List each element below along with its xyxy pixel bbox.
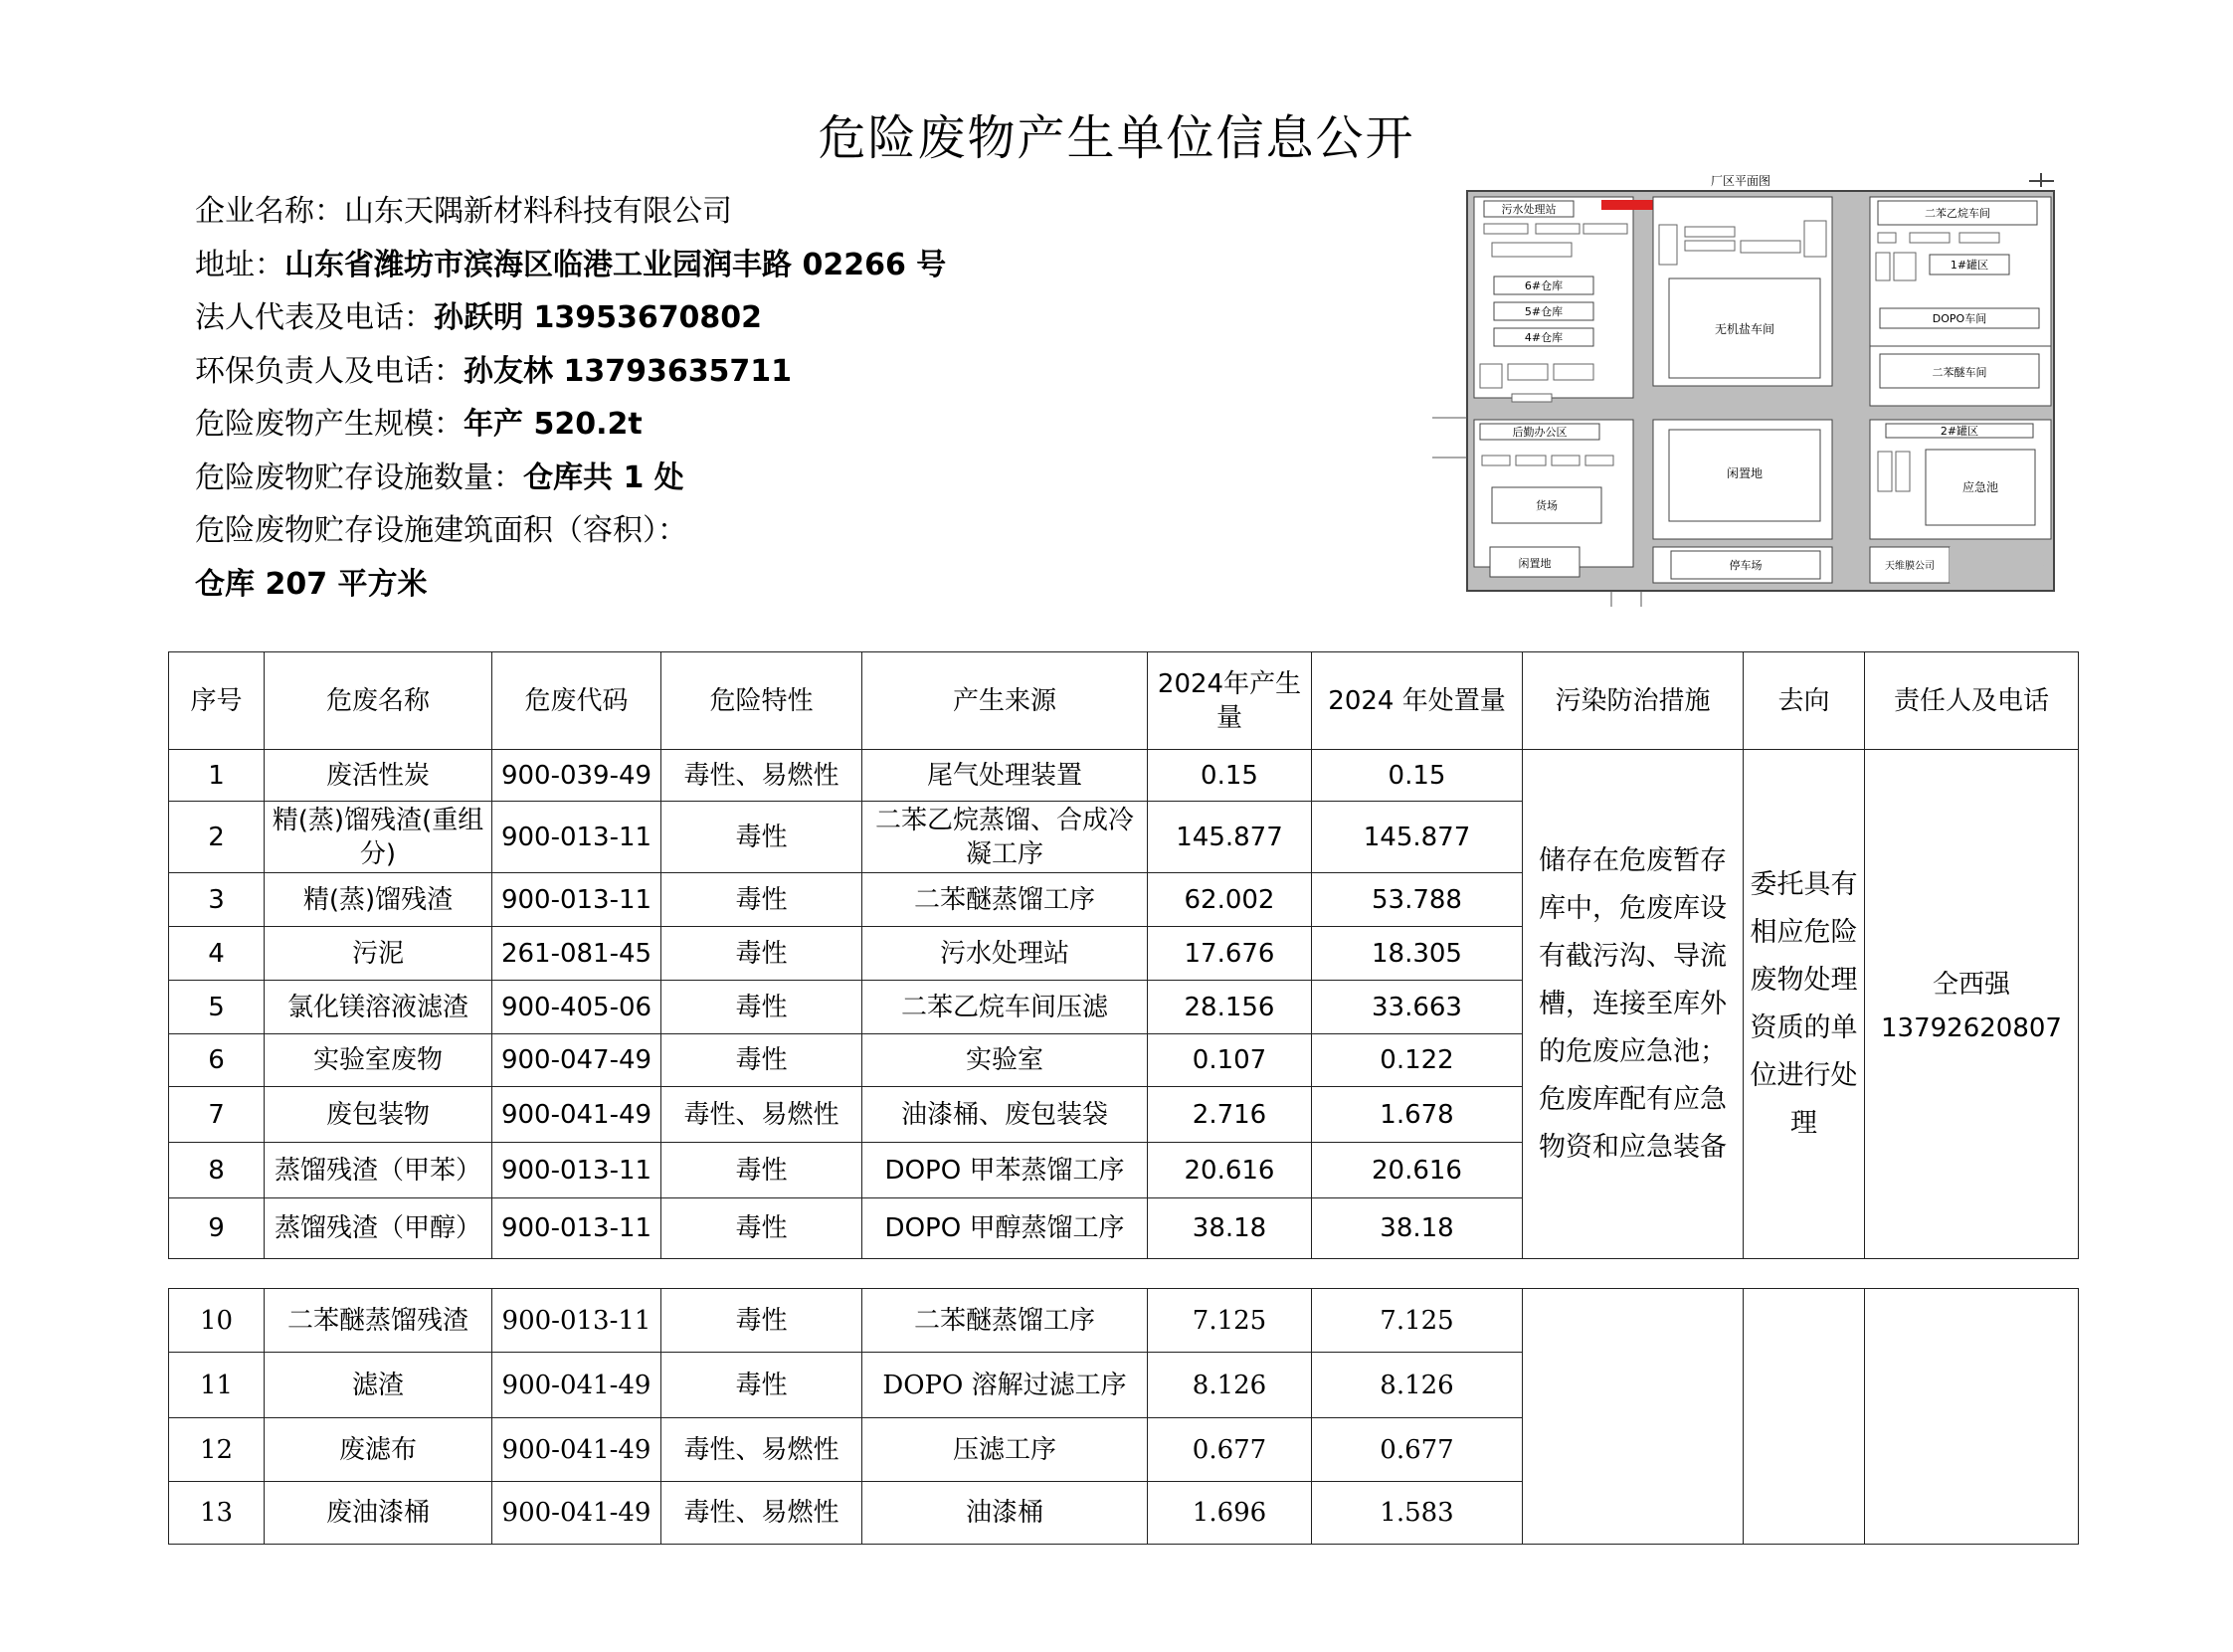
cell-hazard: 毒性、易燃性: [661, 1087, 862, 1143]
scale-label: 危险废物产生规模：: [195, 407, 464, 442]
plan-tianwei-label: 天维膜公司: [1885, 561, 1935, 572]
header-name: 危废名称: [265, 652, 492, 750]
cell-hazard: 毒性、易燃性: [661, 1482, 862, 1545]
cell-hazard: 毒性: [661, 1198, 862, 1259]
cell-hazard: 毒性、易燃性: [661, 750, 862, 802]
cell-contact-empty: [1865, 1289, 2079, 1545]
contact-phone: 13792620807: [1881, 1012, 2062, 1043]
cell-produced: 62.002: [1148, 873, 1312, 927]
plan-parking-label: 停车场: [1729, 559, 1763, 572]
cell-name: 蒸馏残渣（甲苯）: [265, 1143, 492, 1198]
cell-destination: 委托具有相应危险废物处理资质的单位进行处理: [1744, 750, 1865, 1259]
cell-source: 污水处理站: [862, 927, 1148, 981]
cell-source: 尾气处理装置: [862, 750, 1148, 802]
cell-disposed: 18.305: [1312, 927, 1523, 981]
cell-measures-empty: [1523, 1289, 1744, 1545]
cell-disposed: 0.677: [1312, 1418, 1523, 1482]
cell-name: 废包装物: [265, 1087, 492, 1143]
cell-code: 900-047-49: [492, 1034, 661, 1087]
header-contact: 责任人及电话: [1865, 652, 2079, 750]
cell-hazard: 毒性: [661, 1353, 862, 1418]
cell-source: 二苯醚蒸馏工序: [862, 1289, 1148, 1353]
cell-produced: 38.18: [1148, 1198, 1312, 1259]
table-row: [169, 750, 2079, 802]
cell-name: 废活性炭: [265, 750, 492, 802]
header-measures: 污染防治措施: [1523, 652, 1744, 750]
cell-hazard: 毒性: [661, 802, 862, 873]
cell-disposed: 38.18: [1312, 1198, 1523, 1259]
cell-source: 二苯乙烷车间压滤: [862, 981, 1148, 1034]
cell-hazard: 毒性: [661, 1289, 862, 1353]
area-label: 危险废物贮存设施建筑面积（容积）：: [195, 513, 687, 548]
cell-name: 废油漆桶: [265, 1482, 492, 1545]
cell-disposed: 20.616: [1312, 1143, 1523, 1198]
cell-name: 蒸馏残渣（甲醇）: [265, 1198, 492, 1259]
cell-source: 油漆桶、废包装袋: [862, 1087, 1148, 1143]
header-destination: 去向: [1744, 652, 1865, 750]
plan-tank2-label: 2#罐区: [1940, 425, 1979, 438]
hazardous-waste-table-continued: [168, 1288, 2079, 1545]
header-no: 序号: [169, 652, 265, 750]
cell-disposed: 145.877: [1312, 802, 1523, 873]
plan-title: 厂区平面图: [1710, 174, 1771, 188]
cell-source: DOPO 甲苯蒸馏工序: [862, 1143, 1148, 1198]
plan-sewage-label: 污水处理站: [1501, 203, 1557, 216]
cell-disposed: 1.678: [1312, 1087, 1523, 1143]
header-produced: 2024年产生量: [1148, 652, 1312, 750]
legal-rep-value: 孙跃明 13953670802: [434, 300, 763, 335]
plan-dopo-label: DOPO车间: [1932, 312, 1987, 325]
env-contact-line: [195, 345, 1389, 399]
plan-diphenylethane-label: 二苯乙烷车间: [1925, 207, 1990, 220]
plan-wh4-label: 4#仓库: [1524, 331, 1564, 344]
header-hazard: 危险特性: [661, 652, 862, 750]
contact-name: 仝西强: [1932, 969, 2010, 1000]
cell-name: 滤渣: [265, 1353, 492, 1418]
plan-emergency-label: 应急池: [1961, 480, 1999, 494]
cell-hazard: 毒性: [661, 1143, 862, 1198]
cell-source: DOPO 溶解过滤工序: [862, 1353, 1148, 1418]
cell-source: 压滤工序: [862, 1418, 1148, 1482]
cell-no: 2: [169, 802, 265, 873]
cell-measures: 储存在危废暂存库中，危废库设有截污沟、导流槽，连接至库外的危废应急池；危废库配有应急物资和应急装备: [1523, 750, 1744, 1259]
plan-idle2-label: 闲置地: [1518, 557, 1552, 570]
table-header-row: [169, 652, 2079, 750]
cell-no: 11: [169, 1353, 265, 1418]
address-label: 地址：: [195, 247, 284, 282]
cell-code: 900-039-49: [492, 750, 661, 802]
page-title: 危险废物产生单位信息公开: [818, 110, 1415, 166]
area-line: [195, 504, 1389, 558]
env-contact-value: 孙友林 13793635711: [464, 353, 793, 389]
cell-produced: 17.676: [1148, 927, 1312, 981]
cell-hazard: 毒性、易燃性: [661, 1418, 862, 1482]
address-value: 山东省潍坊市滨海区临港工业园润丰路 02266 号: [284, 247, 947, 282]
cell-contact: [1865, 750, 2079, 1259]
cell-no: 10: [169, 1289, 265, 1353]
cell-code: 900-013-11: [492, 1198, 661, 1259]
facility-count-line: [195, 452, 1389, 505]
factory-plan-map: [1432, 169, 2069, 607]
factory-plan: [1432, 169, 2069, 607]
cell-code: 900-041-49: [492, 1087, 661, 1143]
cell-name: 精(蒸)馏残渣: [265, 873, 492, 927]
plan-idle1-label: 闲置地: [1726, 466, 1764, 480]
cell-no: 4: [169, 927, 265, 981]
facility-count-label: 危险废物贮存设施数量：: [195, 459, 523, 495]
cell-produced: 145.877: [1148, 802, 1312, 873]
cell-no: 7: [169, 1087, 265, 1143]
cell-code: 900-013-11: [492, 802, 661, 873]
cell-code: 900-013-11: [492, 873, 661, 927]
cell-no: 9: [169, 1198, 265, 1259]
company-info: [195, 185, 1389, 611]
cell-no: 8: [169, 1143, 265, 1198]
cell-produced: 2.716: [1148, 1087, 1312, 1143]
plan-wh6-label: 6#仓库: [1524, 279, 1564, 292]
cell-hazard: 毒性: [661, 927, 862, 981]
cell-source: 油漆桶: [862, 1482, 1148, 1545]
cell-name: 二苯醚蒸馏残渣: [265, 1289, 492, 1353]
cell-no: 5: [169, 981, 265, 1034]
scale-line: [195, 398, 1389, 452]
cell-disposed: 0.15: [1312, 750, 1523, 802]
cell-no: 12: [169, 1418, 265, 1482]
cell-name: 实验室废物: [265, 1034, 492, 1087]
cell-produced: 8.126: [1148, 1353, 1312, 1418]
cell-disposed: 8.126: [1312, 1353, 1523, 1418]
legal-rep-label: 法人代表及电话：: [195, 300, 434, 335]
plan-office-label: 后勤办公区: [1512, 426, 1568, 439]
cell-disposed: 1.583: [1312, 1482, 1523, 1545]
cell-produced: 20.616: [1148, 1143, 1312, 1198]
cell-code: 900-041-49: [492, 1482, 661, 1545]
cell-produced: 0.15: [1148, 750, 1312, 802]
header-code: 危废代码: [492, 652, 661, 750]
cell-hazard: 毒性: [661, 1034, 862, 1087]
cell-name: 污泥: [265, 927, 492, 981]
address-line: [195, 239, 1389, 292]
cell-name: 氯化镁溶液滤渣: [265, 981, 492, 1034]
plan-ether-label: 二苯醚车间: [1932, 366, 1987, 379]
legal-rep-line: [195, 291, 1389, 345]
cell-disposed: 53.788: [1312, 873, 1523, 927]
area-value-line: [195, 558, 1389, 612]
cell-source: DOPO 甲醇蒸馏工序: [862, 1198, 1148, 1259]
plan-tank1-label: 1#罐区: [1950, 259, 1989, 272]
cell-code: 900-013-11: [492, 1289, 661, 1353]
cell-no: 3: [169, 873, 265, 927]
cell-produced: 0.677: [1148, 1418, 1312, 1482]
cell-source: 二苯乙烷蒸馏、合成冷凝工序: [862, 802, 1148, 873]
plan-yard-label: 货场: [1536, 499, 1558, 512]
cell-code: 900-013-11: [492, 1143, 661, 1198]
cell-source: 二苯醚蒸馏工序: [862, 873, 1148, 927]
header-disposed: 2024 年处置量: [1312, 652, 1523, 750]
cell-no: 1: [169, 750, 265, 802]
company-name-line: [195, 185, 1389, 239]
cell-code: 261-081-45: [492, 927, 661, 981]
cell-destination-empty: [1744, 1289, 1865, 1545]
company-name-label: 企业名称：: [195, 194, 344, 229]
cell-code: 900-041-49: [492, 1353, 661, 1418]
cell-produced: 0.107: [1148, 1034, 1312, 1087]
area-value: 仓库 207 平方米: [195, 566, 428, 602]
cell-produced: 1.696: [1148, 1482, 1312, 1545]
cell-produced: 28.156: [1148, 981, 1312, 1034]
company-name-value: 山东天隅新材料科技有限公司: [344, 194, 732, 229]
cell-no: 13: [169, 1482, 265, 1545]
scale-value: 年产 520.2t: [464, 407, 643, 442]
cell-code: 900-405-06: [492, 981, 661, 1034]
cell-disposed: 0.122: [1312, 1034, 1523, 1087]
cell-code: 900-041-49: [492, 1418, 661, 1482]
cell-disposed: 7.125: [1312, 1289, 1523, 1353]
cell-name: 精(蒸)馏残渣(重组分): [265, 802, 492, 873]
hazardous-waste-table: [168, 651, 2079, 1259]
cell-hazard: 毒性: [661, 873, 862, 927]
cell-name: 废滤布: [265, 1418, 492, 1482]
cell-source: 实验室: [862, 1034, 1148, 1087]
table-row: [169, 1289, 2079, 1353]
env-contact-label: 环保负责人及电话：: [195, 353, 464, 389]
cell-no: 6: [169, 1034, 265, 1087]
cell-disposed: 33.663: [1312, 981, 1523, 1034]
cell-hazard: 毒性: [661, 981, 862, 1034]
header-source: 产生来源: [862, 652, 1148, 750]
cell-produced: 7.125: [1148, 1289, 1312, 1353]
plan-inorganic-label: 无机盐车间: [1714, 322, 1775, 336]
facility-count-value: 仓库共 1 处: [523, 459, 684, 495]
plan-wh5-label: 5#仓库: [1524, 305, 1564, 318]
